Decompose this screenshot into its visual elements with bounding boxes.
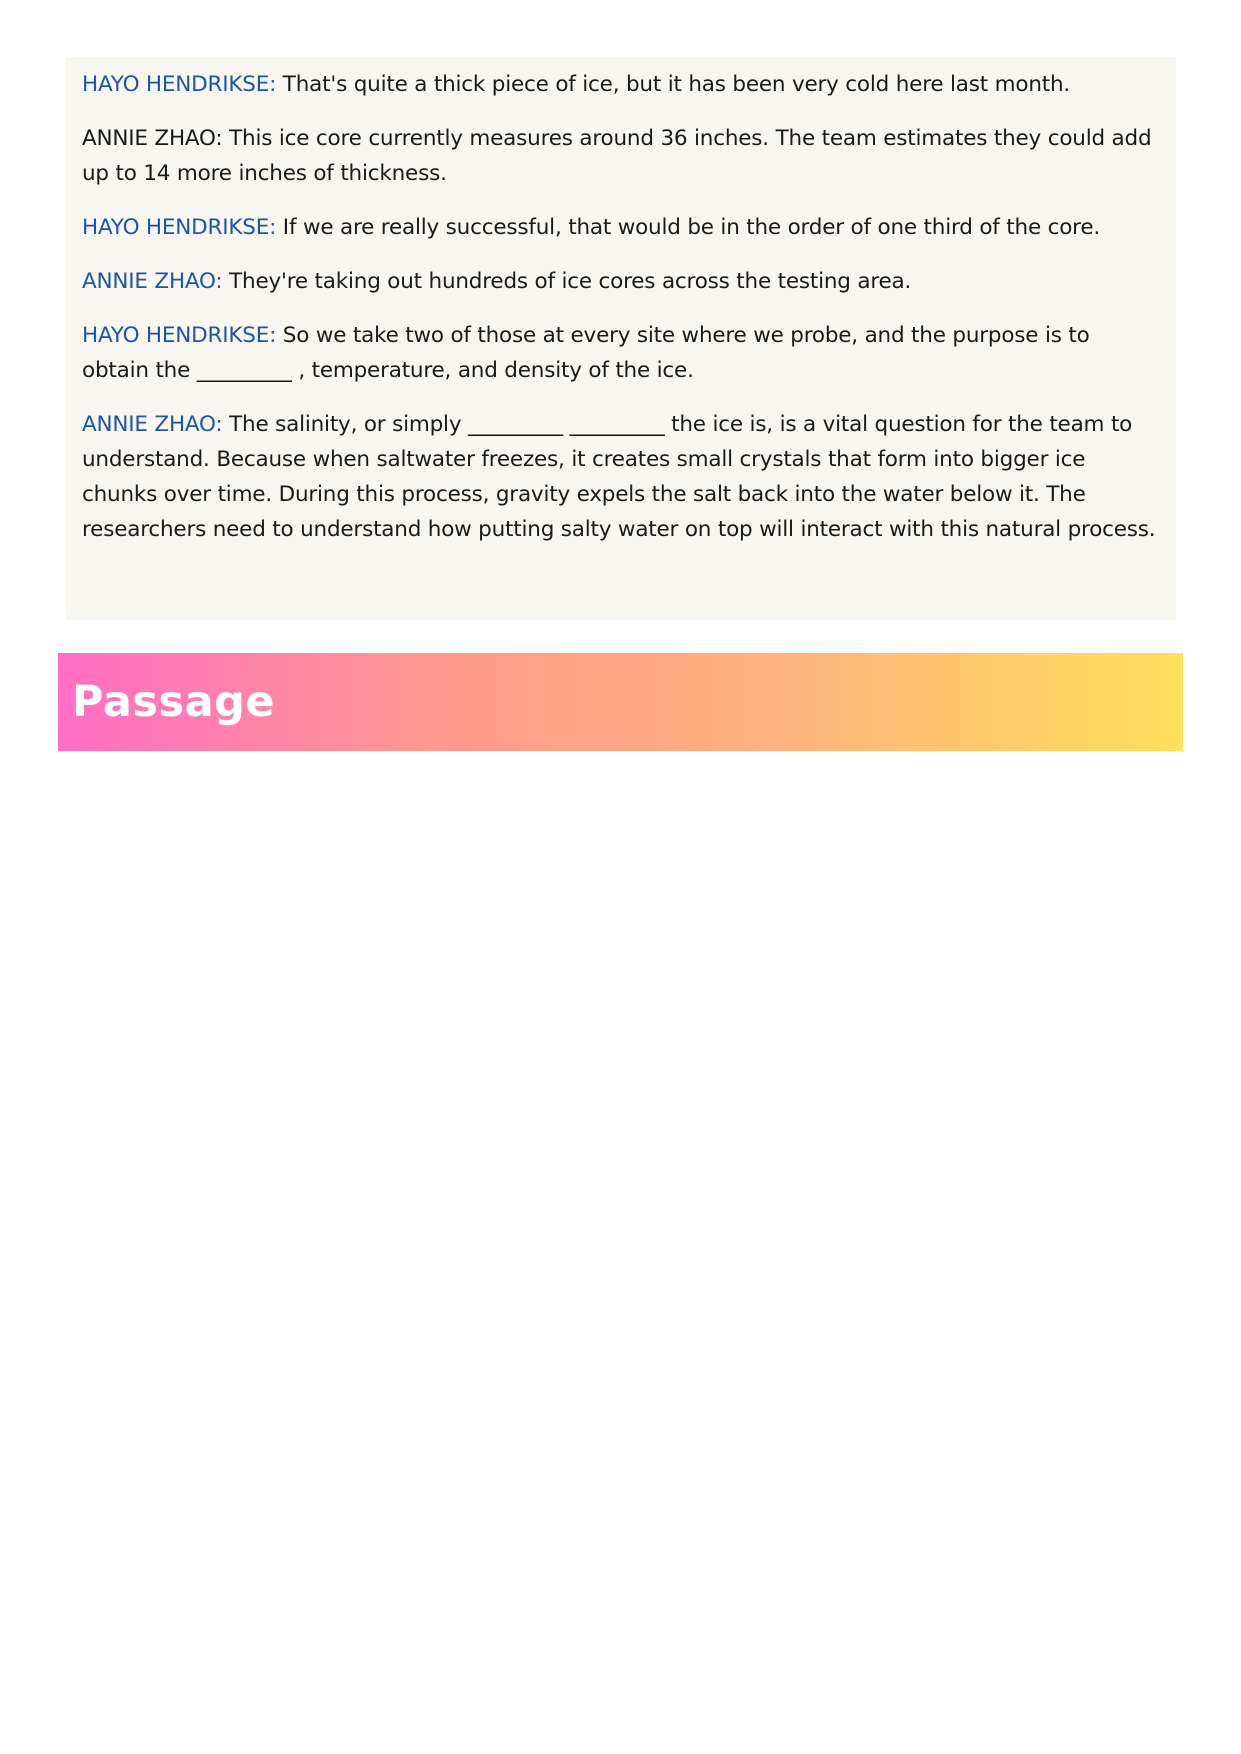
section-banner bbox=[58, 653, 1183, 751]
transcript-line bbox=[82, 318, 1160, 388]
section-title: Passage bbox=[72, 677, 276, 727]
transcript-line bbox=[82, 264, 1160, 299]
transcript-text: So we take two of those at every site where we probe, and the purpose is to obtain the _________ , temperature, and density of the ice. bbox=[82, 323, 1090, 383]
transcript-text: The salinity, or simply _________ _________ the ice is, is a vital question for the team to understand. Because when saltwater freezes, it creates small crystals that form into bigger ice chunks over time. During this process, gravity expels the salt back into the water below it. The researchers need to understand how putting salty water on top will interact with this natural process. bbox=[82, 412, 1156, 542]
transcript-line bbox=[82, 67, 1160, 102]
speaker-label: HAYO HENDRIKSE: bbox=[82, 72, 277, 97]
speaker-label: HAYO HENDRIKSE: bbox=[82, 215, 277, 240]
transcript-text: If we are really successful, that would be in the order of one third of the core. bbox=[276, 215, 1101, 240]
transcript-box bbox=[66, 57, 1176, 620]
transcript-text: This ice core currently measures around 36 inches. The team estimates they could add up to 14 more inches of thickness. bbox=[82, 126, 1152, 186]
transcript-text: They're taking out hundreds of ice cores across the testing area. bbox=[222, 269, 912, 294]
speaker-label: HAYO HENDRIKSE: bbox=[82, 323, 277, 348]
transcript-line bbox=[82, 210, 1160, 245]
transcript-line bbox=[82, 121, 1160, 191]
speaker-label: ANNIE ZHAO: bbox=[82, 269, 223, 294]
transcript-text: That's quite a thick piece of ice, but it has been very cold here last month. bbox=[276, 72, 1071, 97]
speaker-label: ANNIE ZHAO: bbox=[82, 126, 223, 151]
speaker-label: ANNIE ZHAO: bbox=[82, 412, 223, 437]
transcript-line bbox=[82, 407, 1160, 547]
